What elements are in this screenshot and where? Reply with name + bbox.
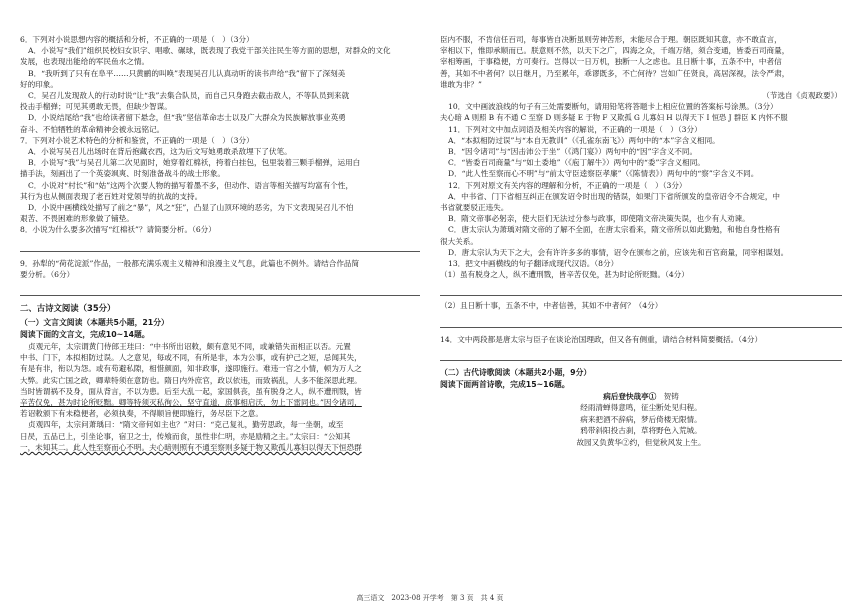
q10-options: 夫心暗 A 则照 B 有不通 C 至察 D 则多疑 E 于物 F 又欺孤 G 儿寡妇 H 以得天下 I 恒恐 J 群臣 K 内怀不服 xyxy=(440,113,788,123)
poem-line: 故园又负黄华②约，但觉秋风发上生。 xyxy=(576,437,706,447)
passage-line: 大弊。此实亡国之政，卿辈特须在意防也。隋日内外庶官，政以依违，而致祸乱，人多不能深思此理。 xyxy=(20,375,362,385)
classical-passage xyxy=(20,341,420,453)
passage-line: 中书、门下，本拟相防过误。人之意见，每或不同，有所是非，本为公事，或有护己之短，忌闻其失， xyxy=(20,353,362,363)
q9-stem-2: 要分析。（6分） xyxy=(20,269,75,279)
section-2-title: 二、古诗文阅读（35分） xyxy=(20,303,116,314)
q6-option-d-1: D．小说结尾给“我”也给读者留下悬念，但“我”坚信革命志士以及广大群众为民族解放事业英勇 xyxy=(28,113,346,123)
question-7 xyxy=(20,135,420,225)
poem-line: 鸦带斜阳投古刹，草将野色入荒城。 xyxy=(580,426,702,436)
q12-option-a-1: A．中书省、门下省相互纠正在颁发诏令时出现的错误，如果门下省所颁发的皇帝诏令不合规定，中 xyxy=(448,191,781,201)
q11-option-a: A．“本拟相防过误”与“本自无教训”（《孔雀东南飞》）两句中的“本”字含义相同。 xyxy=(448,135,720,145)
passage-line: 当时皆谓祸不及身，面从背言，不以为患。后至大乱一起，家国俱丧，虽有脱身之人，纵不遭刑戮，皆 xyxy=(20,386,362,396)
q13-sentence-1: （1）虽有脱身之人，纵不遭刑戮，皆辛苦仅免，甚为时论所贬黜。（4分） xyxy=(440,270,689,280)
q11-stem: 11．下列对文中加点词语及相关内容的解说，不正确的一项是（ ）（3分） xyxy=(448,124,702,134)
subsection-1-title: （一）文言文阅读（本题共5小题，21分） xyxy=(20,318,169,328)
answer-line-q8 xyxy=(20,238,420,252)
poem-title: 病后登快哉亭① xyxy=(603,391,657,401)
q6-stem: 6．下列对小说思想内容的概括和分析，不正确的一项是（ ）（3分） xyxy=(20,35,254,44)
q13-sentence-2: （2）且日断十事，五条不中，中者信善，其如不中者何？（4分） xyxy=(440,301,663,311)
poem-author: 贺铸 xyxy=(663,391,679,401)
question-6 xyxy=(20,34,420,135)
question-13 xyxy=(440,258,842,328)
answer-line-q13-1 xyxy=(440,282,842,296)
answer-line-q14 xyxy=(440,347,842,361)
q12-option-c-2: 很大关系。 xyxy=(440,236,478,246)
q6-option-a-1: A．小说写“我们”组织民校妇女识字、唱歌、碾球，既表现了我党干部关注民生等方面的思想，对群众的文化 xyxy=(28,46,391,56)
right-column xyxy=(440,34,842,448)
q9-stem-1: 9．孙犁的“荷花淀派”作品，一般都充满乐观主义精神和浪漫主义气息，此篇也不例外。请结合作品简 xyxy=(20,258,360,268)
q7-option-d-1: D．小说中画横线处描写了前之“暴”，风之“狂”，凸显了山顶环境的恶劣，为下文表现吴召儿不怕 xyxy=(28,203,354,213)
poem-heading xyxy=(440,391,842,403)
q11-option-b: B．“因令诸司”与“因击沛公于坐”（《鸿门宴》）两句中的“因”字含义不同。 xyxy=(448,147,698,157)
q6-option-a-2: 发展，也表现出能给的军民鱼水之情。 xyxy=(20,57,150,67)
q13-stem: 13．把文中画横线的句子翻译成现代汉语。（8分） xyxy=(448,259,619,269)
passage-continued xyxy=(440,34,842,90)
passage-line: 有是有非，衔以为怨。或有苟避私隙，相惜颜面，知非政事，遂即施行。难违一官之小情，顿为万人之 xyxy=(20,364,362,374)
q7-option-d-2: 艰苦、不畏困难的形象做了铺垫。 xyxy=(20,214,134,224)
q6-option-c-2: 投击手榴弹；可见其勇敢无畏，但缺少智谋。 xyxy=(20,102,172,112)
page-footer: 高三语文 2023-08 开学考 第 3 页 共 4 页 xyxy=(356,594,504,602)
reading-instruction: 阅读下面的文言文，完成10~14题。 xyxy=(20,330,150,340)
q12-option-a-2: 书省就要驳正违失。 xyxy=(440,203,509,213)
q6-option-b-2: 好的印象。 xyxy=(20,79,58,89)
passage-line: 宰相筹画，于事稳便，方可奏行。岂得以一日万机，独断一人之虑也。且日断十事，五条不中，中者信 xyxy=(440,57,782,67)
answer-line-q9 xyxy=(20,282,420,296)
q7-option-b-1: B．小说写“我”与吴召儿第二次见面时，她穿着红棉袄，挎着白挂包，包里装着三颗手榴弹，运用白 xyxy=(28,158,361,168)
q7-option-a: A．小说写吴召儿出场时在背后抱藏衣西，这为后文写她勇敢杀敌埋下了伏笔。 xyxy=(28,147,292,157)
answer-line-q13-2 xyxy=(440,314,842,328)
passage-line: 辛苦仅免，甚为时论所贬黜。卿等特须灭私徇公，坚守直道，庶事相启沃，勿上下雷同也。”因令诸司， xyxy=(20,398,362,408)
q6-option-d-2: 奋斗、不怕牺牲的革命精神会被永远铭记。 xyxy=(20,124,165,134)
subsection-2-title: （二）古代诗歌阅读（本题共2小题，9分） xyxy=(440,367,592,377)
q10-stem: 10．文中画波浪线的句子有三处需要断句，请用铅笔将答题卡上相应位置的答案标号涂黑。（3分） xyxy=(448,102,778,112)
q12-option-c-1: C．唐太宗认为萧瑀对隋文帝的了解不全面，在唐太宗看来，隋文帝所以如此勤勉，和他自身性格有 xyxy=(448,225,781,235)
passage-line: 谁敢为非？” xyxy=(440,79,482,89)
q7-stem: 7．下列对小说艺术特色的分析和鉴赏，不正确的一项是（ ）（3分） xyxy=(20,135,254,145)
poem-line: 经雨清蝉得意鸣，征尘断处见归程。 xyxy=(580,403,702,413)
q12-stem: 12．下列对原文有关内容的理解和分析，不正确的一项是（ ）（3分） xyxy=(448,180,687,190)
left-column xyxy=(20,34,420,453)
passage-line: 贞观四年，太宗问萧瑀曰：“隋文帝何如主也？”对曰：“克己复礼，勤劳思政，每一坐朝，或至 xyxy=(28,420,344,430)
poem-instruction: 阅读下面两首诗歌，完成15~16题。 xyxy=(440,379,570,389)
q7-option-b-2: 描手法，刻画出了一个英姿飒爽、时刻准备战斗的战士形象。 xyxy=(20,169,226,179)
passage-line: 臣内不服，不肯信任百司，每事皆自决断虽则劳神苦形，未能尽合于理。朝臣既知其意，亦不敢直言， xyxy=(440,35,782,44)
passage-source: （节选自《贞观政要》） xyxy=(762,91,842,101)
q8-stem: 8．小说为什么要多次描写“红棉袄”？请简要分析。（6分） xyxy=(20,225,216,235)
passage-line: 若诏敕颁下有未稳便者，必须执奏，不得顺旨便即施行，务尽臣下之意。 xyxy=(20,409,263,419)
q6-option-c-1: C．吴召儿发现敌人的行动时说“让“我”去集合队员，而自己只身跑去截击敌人，不等队员到来就 xyxy=(28,91,350,101)
q7-option-c-2: 其行为也从侧面表现了老百姓对党领导的抗战的支持。 xyxy=(20,191,203,201)
passage-line: 日昃，五品已上，引坐论事，宿卫之士，传飧而食，虽性非仁明，亦是励精之主。”太宗曰：“公知其 xyxy=(20,431,351,441)
q7-option-c-1: C．小说对“村长”和“姑”这两个次要人物的描写着墨不多，但动作、语言等相关描写均富有个性， xyxy=(28,180,354,190)
passage-line: 善，其如不中者何？以日继月，乃至累年，乖谬既多，不亡何待？岂如广任贤良，高居深视，法令严肃， xyxy=(440,68,790,78)
q11-option-d: D．“此人性至察而心不明”与“前太守臣逵察臣孝廉”（《陈情表》）两句中的“察”字含义不同。 xyxy=(448,169,759,179)
passage-line: 一，未知其二。此人性至察而心不明。夫心暗则照有不通至察则多疑于物又欺孤儿寡妇以得天下恒恐群 xyxy=(20,442,362,452)
q14-stem: 14．文中两段都是唐太宗与臣子在谈论治国理政，但又各有侧重，请结合材料简要概括。（4分） xyxy=(440,334,763,344)
question-12 xyxy=(440,180,842,258)
question-11 xyxy=(440,124,842,180)
passage-line: 贞观元年，太宗谓黄门侍郎王珪曰：“中书所出诏敕，颇有意见不同，或兼错失而相正以否。元置 xyxy=(28,342,351,352)
q12-option-b: B．隋文帝事必躬亲，使大臣们无法过分参与政事，即使隋文帝决策失误，也少有人劝谏。 xyxy=(448,214,750,224)
poem-line: 病来把酒不辞病，梦后倚楼无限情。 xyxy=(580,414,702,424)
q6-option-b-1: B．“我听到了只有在阜平……只黄鹂的叫唤”表现吴召儿认真动听的读书声给“我”留下了深刻美 xyxy=(28,68,346,78)
q11-option-c: C．“皆委百司商量”与“如土委地”（《庖丁解牛》）两句中的“委”字含义相同。 xyxy=(448,158,705,168)
poem xyxy=(440,391,842,449)
passage-line: 宰相以下，惟即承顺而已。朕意则不然，以天下之广，四海之众，千端万绪，须合变通，皆委百司商量， xyxy=(440,46,790,56)
q12-option-d: D．唐太宗认为天下之大，会有许许多多的事情，诏令在颁布之前，应该先和百官商量，同宰相谋划。 xyxy=(448,247,789,257)
